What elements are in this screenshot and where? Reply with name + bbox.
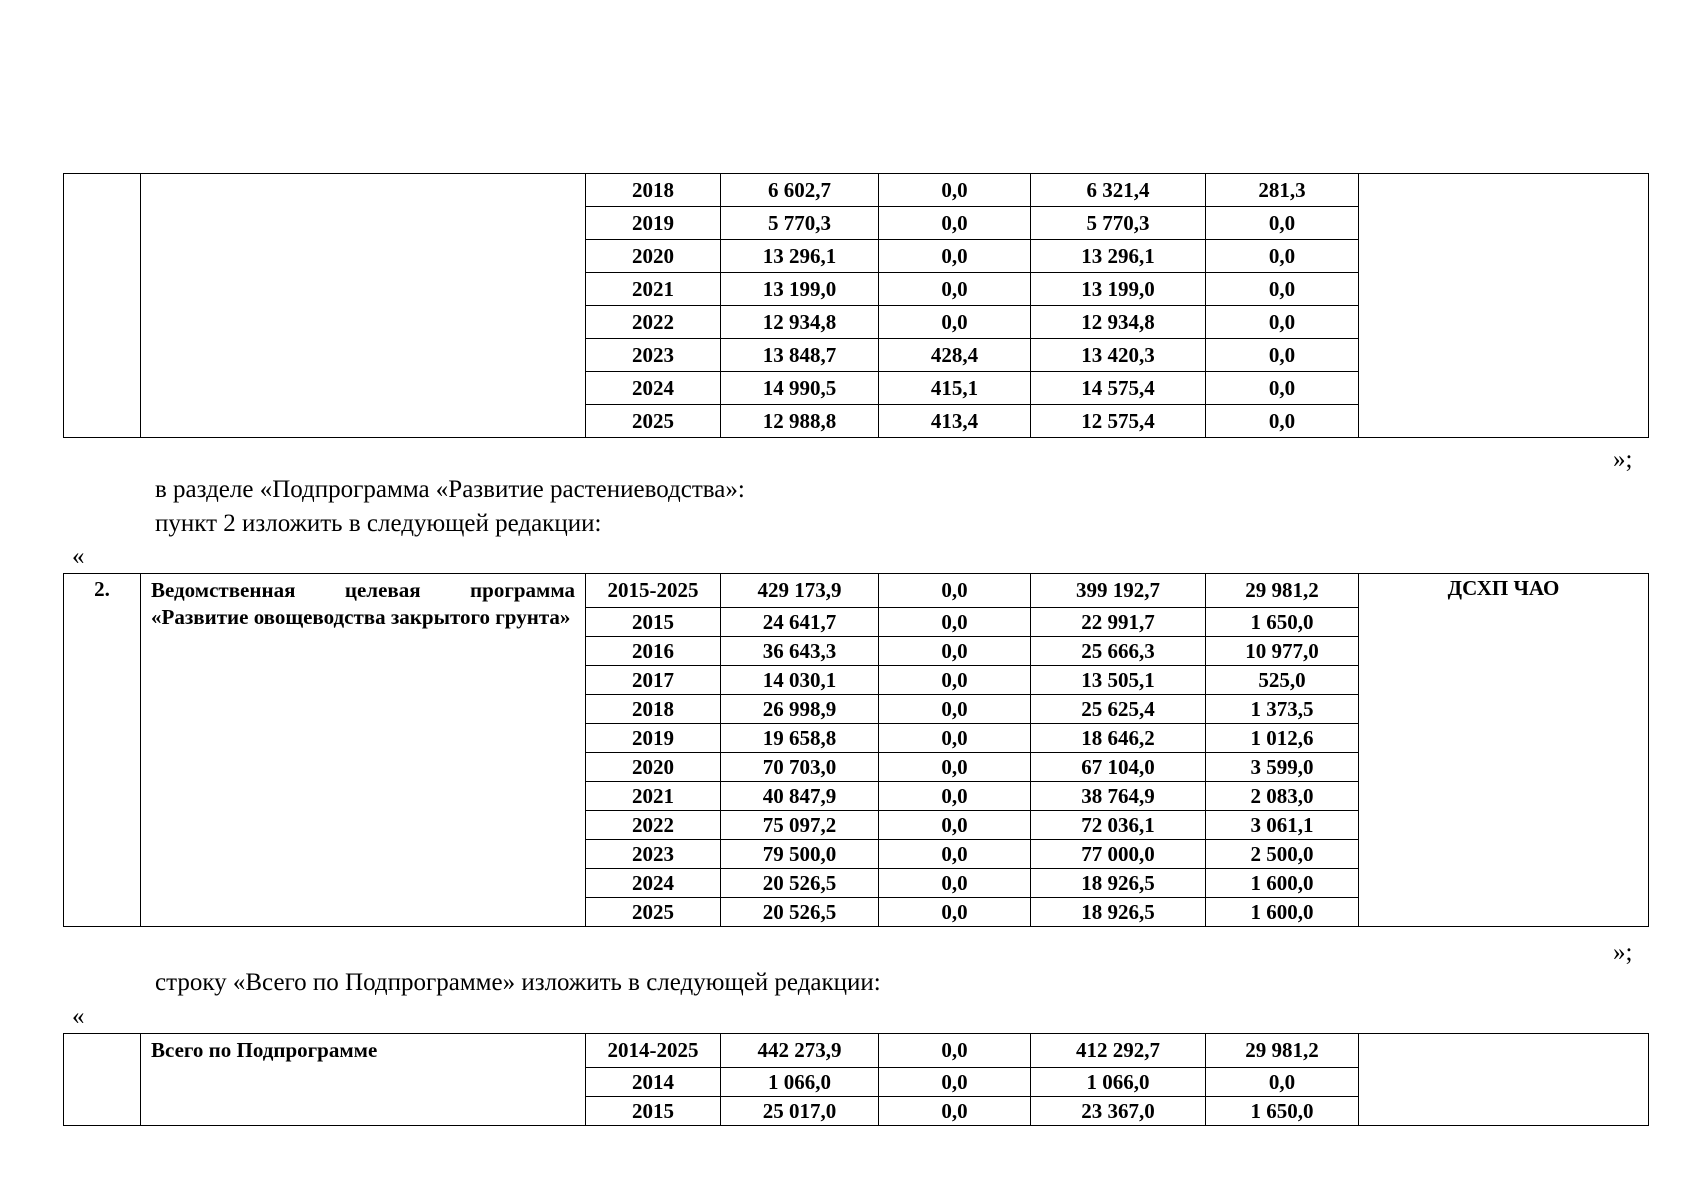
total-amount-cell: 13 296,1 (721, 240, 879, 273)
year-cell: 2024 (586, 869, 721, 898)
executor-cell (1359, 1034, 1649, 1126)
total-amount-cell: 20 526,5 (721, 898, 879, 927)
total-amount-cell: 75 097,2 (721, 811, 879, 840)
federal-budget-cell: 0,0 (879, 782, 1031, 811)
regional-budget-cell: 18 926,5 (1031, 869, 1206, 898)
total-amount-cell: 14 030,1 (721, 666, 879, 695)
total-amount-cell: 442 273,9 (721, 1034, 879, 1068)
year-cell: 2025 (586, 405, 721, 438)
year-cell: 2018 (586, 174, 721, 207)
other-sources-cell: 281,3 (1206, 174, 1359, 207)
regional-budget-cell: 25 666,3 (1031, 637, 1206, 666)
total-amount-cell: 19 658,8 (721, 724, 879, 753)
opening-quote-1: « (72, 543, 85, 570)
total-amount-cell: 36 643,3 (721, 637, 879, 666)
table-total (63, 1033, 1649, 1126)
regional-budget-cell: 12 934,8 (1031, 306, 1206, 339)
year-cell: 2021 (586, 782, 721, 811)
regional-budget-cell: 72 036,1 (1031, 811, 1206, 840)
other-sources-cell: 1 600,0 (1206, 898, 1359, 927)
year-cell: 2024 (586, 372, 721, 405)
other-sources-cell: 1 600,0 (1206, 869, 1359, 898)
total-amount-cell: 5 770,3 (721, 207, 879, 240)
year-cell: 2014 (586, 1068, 721, 1097)
other-sources-cell: 0,0 (1206, 372, 1359, 405)
regional-budget-cell: 1 066,0 (1031, 1068, 1206, 1097)
table-total-body (64, 1034, 1649, 1126)
table-point-2-body (64, 574, 1649, 927)
table-row (64, 174, 1649, 207)
other-sources-cell: 1 650,0 (1206, 1097, 1359, 1126)
year-cell: 2019 (586, 724, 721, 753)
program-name-cell: Ведомственная целевая программа «Развитие овощеводства закрытого грунта» (141, 574, 586, 927)
federal-budget-cell: 0,0 (879, 753, 1031, 782)
other-sources-cell: 0,0 (1206, 306, 1359, 339)
year-cell: 2015 (586, 608, 721, 637)
table-continuation (63, 173, 1649, 438)
federal-budget-cell: 0,0 (879, 840, 1031, 869)
total-amount-cell: 24 641,7 (721, 608, 879, 637)
federal-budget-cell: 0,0 (879, 666, 1031, 695)
other-sources-cell: 3 061,1 (1206, 811, 1359, 840)
program-name-cell: Всего по Подпрограмме (141, 1034, 586, 1126)
total-amount-cell: 40 847,9 (721, 782, 879, 811)
federal-budget-cell: 0,0 (879, 1068, 1031, 1097)
table-row (64, 1034, 1649, 1068)
total-amount-cell: 79 500,0 (721, 840, 879, 869)
other-sources-cell: 0,0 (1206, 273, 1359, 306)
row-number-cell (64, 1034, 141, 1126)
federal-budget-cell: 413,4 (879, 405, 1031, 438)
total-amount-cell: 70 703,0 (721, 753, 879, 782)
total-amount-cell: 6 602,7 (721, 174, 879, 207)
other-sources-cell: 29 981,2 (1206, 574, 1359, 608)
other-sources-cell: 1 650,0 (1206, 608, 1359, 637)
federal-budget-cell: 0,0 (879, 637, 1031, 666)
total-amount-cell: 13 848,7 (721, 339, 879, 372)
total-amount-cell: 429 173,9 (721, 574, 879, 608)
other-sources-cell: 0,0 (1206, 405, 1359, 438)
closing-quote-2: »; (1613, 939, 1633, 966)
total-amount-cell: 25 017,0 (721, 1097, 879, 1126)
federal-budget-cell: 0,0 (879, 174, 1031, 207)
regional-budget-cell: 13 420,3 (1031, 339, 1206, 372)
regional-budget-cell: 412 292,7 (1031, 1034, 1206, 1068)
other-sources-cell: 3 599,0 (1206, 753, 1359, 782)
other-sources-cell: 0,0 (1206, 339, 1359, 372)
regional-budget-cell: 5 770,3 (1031, 207, 1206, 240)
row-number-cell: 2. (64, 574, 141, 927)
other-sources-cell: 10 977,0 (1206, 637, 1359, 666)
year-cell: 2022 (586, 306, 721, 339)
paragraph-section-heading: в разделе «Подпрограмма «Развитие растениеводства»: (155, 476, 745, 503)
total-amount-cell: 26 998,9 (721, 695, 879, 724)
year-cell: 2025 (586, 898, 721, 927)
regional-budget-cell: 25 625,4 (1031, 695, 1206, 724)
table-continuation-body (64, 174, 1649, 438)
other-sources-cell: 29 981,2 (1206, 1034, 1359, 1068)
total-amount-cell: 13 199,0 (721, 273, 879, 306)
other-sources-cell: 1 012,6 (1206, 724, 1359, 753)
regional-budget-cell: 22 991,7 (1031, 608, 1206, 637)
year-cell: 2018 (586, 695, 721, 724)
federal-budget-cell: 0,0 (879, 811, 1031, 840)
other-sources-cell: 0,0 (1206, 207, 1359, 240)
regional-budget-cell: 67 104,0 (1031, 753, 1206, 782)
regional-budget-cell: 399 192,7 (1031, 574, 1206, 608)
regional-budget-cell: 12 575,4 (1031, 405, 1206, 438)
federal-budget-cell: 0,0 (879, 695, 1031, 724)
total-amount-cell: 12 988,8 (721, 405, 879, 438)
year-cell: 2020 (586, 753, 721, 782)
federal-budget-cell: 0,0 (879, 869, 1031, 898)
regional-budget-cell: 77 000,0 (1031, 840, 1206, 869)
year-cell: 2023 (586, 840, 721, 869)
year-cell: 2014-2025 (586, 1034, 721, 1068)
other-sources-cell: 2 500,0 (1206, 840, 1359, 869)
other-sources-cell: 1 373,5 (1206, 695, 1359, 724)
year-cell: 2019 (586, 207, 721, 240)
regional-budget-cell: 23 367,0 (1031, 1097, 1206, 1126)
total-amount-cell: 14 990,5 (721, 372, 879, 405)
row-number-cell (64, 174, 141, 438)
federal-budget-cell: 415,1 (879, 372, 1031, 405)
total-amount-cell: 20 526,5 (721, 869, 879, 898)
federal-budget-cell: 0,0 (879, 1034, 1031, 1068)
federal-budget-cell: 0,0 (879, 1097, 1031, 1126)
total-amount-cell: 1 066,0 (721, 1068, 879, 1097)
other-sources-cell: 0,0 (1206, 1068, 1359, 1097)
executor-cell (1359, 174, 1649, 438)
year-cell: 2017 (586, 666, 721, 695)
regional-budget-cell: 14 575,4 (1031, 372, 1206, 405)
paragraph-instruction-point-2: пункт 2 изложить в следующей редакции: (155, 510, 602, 537)
federal-budget-cell: 0,0 (879, 898, 1031, 927)
year-cell: 2023 (586, 339, 721, 372)
year-cell: 2022 (586, 811, 721, 840)
federal-budget-cell: 0,0 (879, 574, 1031, 608)
year-cell: 2021 (586, 273, 721, 306)
executor-cell: ДСХП ЧАО (1359, 574, 1649, 927)
closing-quote-1: »; (1613, 446, 1633, 473)
regional-budget-cell: 18 926,5 (1031, 898, 1206, 927)
other-sources-cell: 0,0 (1206, 240, 1359, 273)
year-cell: 2015-2025 (586, 574, 721, 608)
regional-budget-cell: 18 646,2 (1031, 724, 1206, 753)
federal-budget-cell: 0,0 (879, 207, 1031, 240)
opening-quote-2: « (72, 1003, 85, 1030)
program-name-cell (141, 174, 586, 438)
regional-budget-cell: 6 321,4 (1031, 174, 1206, 207)
table-point-2 (63, 573, 1649, 927)
regional-budget-cell: 13 296,1 (1031, 240, 1206, 273)
federal-budget-cell: 0,0 (879, 608, 1031, 637)
paragraph-instruction-total-row: строку «Всего по Подпрограмме» изложить в следующей редакции: (155, 969, 881, 996)
total-amount-cell: 12 934,8 (721, 306, 879, 339)
other-sources-cell: 525,0 (1206, 666, 1359, 695)
regional-budget-cell: 38 764,9 (1031, 782, 1206, 811)
federal-budget-cell: 0,0 (879, 306, 1031, 339)
federal-budget-cell: 428,4 (879, 339, 1031, 372)
federal-budget-cell: 0,0 (879, 273, 1031, 306)
federal-budget-cell: 0,0 (879, 724, 1031, 753)
federal-budget-cell: 0,0 (879, 240, 1031, 273)
regional-budget-cell: 13 199,0 (1031, 273, 1206, 306)
table-row (64, 574, 1649, 608)
year-cell: 2015 (586, 1097, 721, 1126)
regional-budget-cell: 13 505,1 (1031, 666, 1206, 695)
other-sources-cell: 2 083,0 (1206, 782, 1359, 811)
year-cell: 2016 (586, 637, 721, 666)
year-cell: 2020 (586, 240, 721, 273)
